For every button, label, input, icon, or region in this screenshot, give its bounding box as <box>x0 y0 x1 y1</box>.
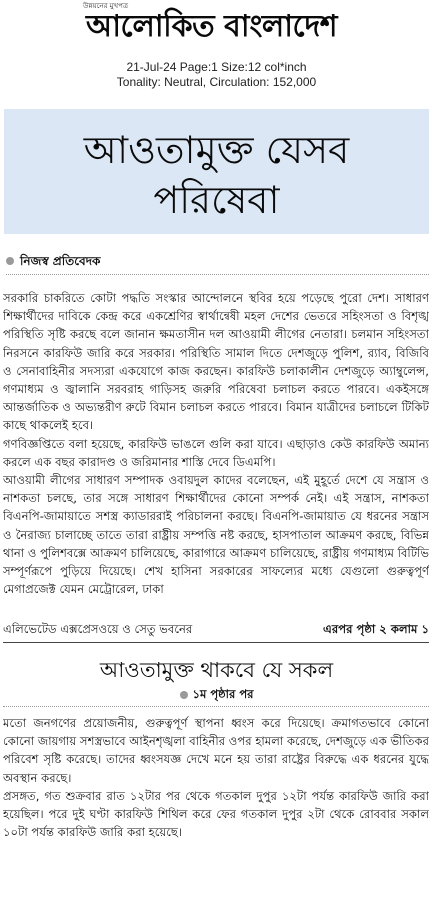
bullet-dot-icon <box>6 257 14 265</box>
story-last-line <box>3 620 429 638</box>
newspaper-logo: আলোকিত বাংলাদেশ <box>86 9 338 44</box>
story-paragraph: প্রসঙ্গত, গত শুক্রবার রাত ১২টার পর থেকে গতকাল দুপুর ১২টা পর্যন্ত কারফিউ জারি করা হয়েছিল। পরে দুই ঘণ্টা কারফিউ শিথিল করে ফের গতকাল দুপুর ২টা থেকে রোববার সকাল ১০টা পর্যন্ত কারফিউ জারি করা হয়েছে। <box>3 788 429 840</box>
bullet-dot-icon <box>180 691 188 699</box>
clip-meta-tonality-circulation: Tonality: Neutral, Circulation: 152,000 <box>116 75 317 89</box>
continuation-body <box>3 714 429 910</box>
headline <box>4 125 429 225</box>
headline-line-1: আওতামুক্ত যেসব <box>83 128 350 172</box>
continuation-headline: আওতামুক্ত থাকবে যে সকল <box>99 658 334 682</box>
story-paragraph: সরকারি চাকরিতে কোটা পদ্ধতি সংস্কার আন্দোলনে স্থবির হয়ে পড়েছে পুরো দেশ। সাধারণ শিক্ষার্থীদের দাবিকে কেন্দ্র করে একশ্রেণির স্বার্থান্বেষী মহল দেশের ভেতরে সহিংসতা ও বিশৃঙ্খ পরিস্থিতি সৃষ্টি করছে বলে জানান ক্ষমতাসীন দল আওয়ামী লীগের নেতারা। চলমান সহিংসতা নিরসনে কারফিউ জারি করে সরকার। পরিস্থিতি সামাল দিতে দেশজুড়ে পুলিশ, র‍্যাব, বিজিবি ও সেনাবাহিনীর সদস্যরা একযোগে কাজ করছেন। কারফিউ চলাকালীন দেশজুড়ে অ্যাম্বুলেন্স, গণমাধ্যম ও জ্বালানি সরবরাহ গাড়িসহ জরুরি পরিষেবা চলাচল করতে পারবে। একইসঙ্গে আন্তর্জাতিক ও অভ্যন্তরীণ রুটে বিমান চলাচল করতে পারবে। বিমান যাত্রীদের চলাচলে টিকিট কাছে থাকলেই হবে। <box>3 291 429 433</box>
clip-meta-date-page-size: 21-Jul-24 Page:1 Size:12 col*inch <box>126 60 307 74</box>
story-paragraph: গণবিজ্ঞপ্তিতে বলা হয়েছে, কারফিউ ভাঙলে গুলি করা যাবে। এছাড়াও কেউ কারফিউ অমান্য করলে এক বছর কারাদণ্ড ও জরিমানার শাস্তি দেবে ডিএমপি। <box>3 436 429 469</box>
byline <box>6 251 429 273</box>
jump-to-page-label: এরপর পৃষ্ঠা ২ কলাম ১ <box>323 622 429 636</box>
story-paragraph: মতো জনগণের প্রয়োজনীয়, গুরুত্বপূর্ণ স্থাপনা ধ্বংস করে দিয়েছে। ক্রমাগতভাবে কোনো কোনো জায়গায় সশস্ত্রভাবে আইনশৃঙ্খলা বাহিনীর ওপর হামলা করেছে, দেশজুড়ে এক ভীতিকর পরিবেশ সৃষ্টি করেছে। তাদের ধ্বংসযজ্ঞ দেখে মনে হয় তারা রাষ্ট্রের বিরুদ্ধে এক ধরনের যুদ্ধে অবস্থান করছে। <box>3 716 429 785</box>
headline-box <box>4 109 429 234</box>
continuation-divider <box>3 706 429 707</box>
byline-divider <box>6 274 429 275</box>
byline-text: নিজস্ব প্রতিবেদক <box>20 254 101 268</box>
continued-from-text: ১ম পৃষ্ঠার পর <box>192 687 254 701</box>
story-last-line-text: এলিভেটেড এক্সপ্রেসওয়ে ও সেতু ভবনের <box>3 622 193 636</box>
section-divider <box>3 642 429 643</box>
story-body <box>3 289 429 619</box>
story-paragraph: আওয়ামী লীগের সাধারণ সম্পাদক ওবায়দুল কাদের বলেছেন, এই মুহূর্তে দেশে যে সন্ত্রাস ও নাশকতা চলছে, তার সঙ্গে সাধারণ শিক্ষার্থীদের কোনো সম্পর্ক নেই। এই সন্ত্রাস, নাশকতা বিএনপি-জামায়াতে সশস্ত্র ক্যাডাররাই পরিচালনা করছে। বিএনপি-জামায়াত যে ধরনের সন্ত্রাস ও নৈরাজ্য চালাচ্ছে তাতে তারা রাষ্ট্রীয় সম্পত্তি নষ্ট করছে, হাসপাতাল আক্রমণ করছে, বিভিন্ন থানা ও পুলিশবক্সে আক্রমণ চালিয়েছে, কারাগারে আক্রমণ চালিয়েছে, রাষ্ট্রীয় গণমাধ্যম বিটিভি সম্পূর্ণরূপে পুড়িয়ে দিয়েছে। শেখ হাসিনা সরকারের সাফল্যের মধ্যে যেগুলো গুরুত্বপূর্ণ মেগাপ্রজেক্ট যেমন মেট্রোরেল, ঢাকা <box>3 473 429 597</box>
continued-from-label <box>0 686 433 702</box>
headline-line-2: পরিষেবা <box>153 178 280 222</box>
masthead-tagline: উন্নয়নের মুখপত্র <box>83 2 129 10</box>
masthead <box>0 0 433 62</box>
